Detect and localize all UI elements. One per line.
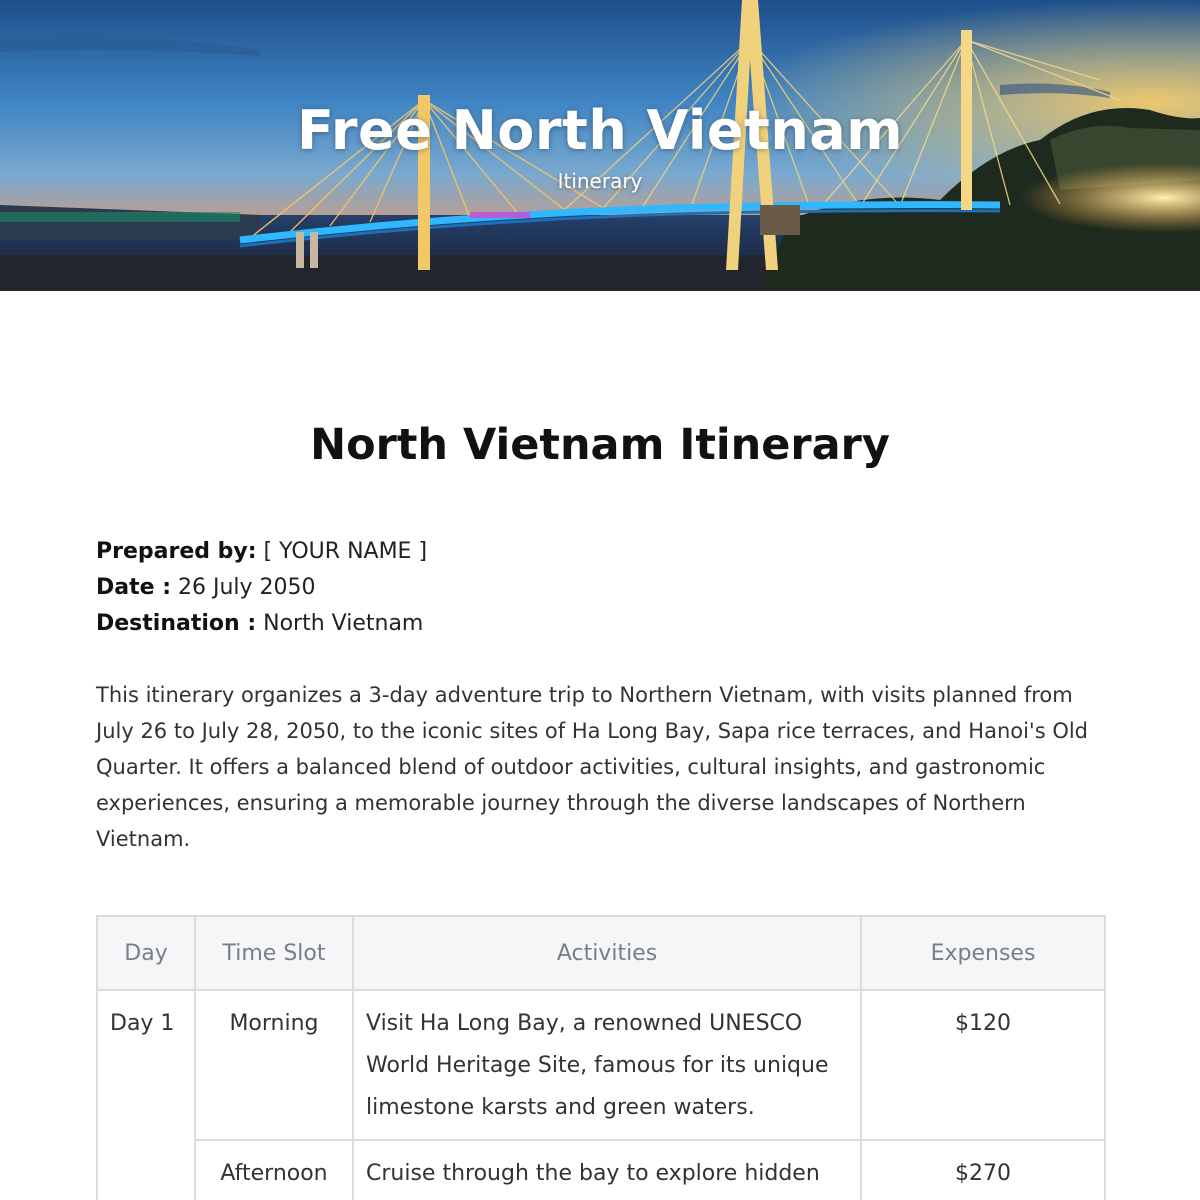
table-row [97, 990, 1105, 1140]
header-time-slot: Time Slot [195, 916, 353, 990]
header-expenses: Expenses [861, 916, 1105, 990]
date-row [96, 570, 1106, 606]
expense-cell: $270 [861, 1140, 1105, 1200]
table-row [97, 1140, 1105, 1200]
destination-value: North Vietnam [256, 611, 424, 636]
header-day: Day [97, 916, 195, 990]
destination-row [96, 606, 1106, 642]
banner-subtitle: Itinerary [557, 169, 643, 193]
prepared-by-label: Prepared by: [96, 539, 257, 564]
meta-info [96, 534, 1106, 642]
destination-label: Destination : [96, 611, 257, 636]
activity-cell: Visit Ha Long Bay, a renowned UNESCO World Heritage Site, famous for its unique limestone karsts and green waters. [353, 990, 861, 1140]
itinerary-table [96, 915, 1106, 1200]
table-header-row [97, 916, 1105, 990]
time-slot-cell: Afternoon [195, 1140, 353, 1200]
prepared-by-row [96, 534, 1106, 570]
intro-paragraph: This itinerary organizes a 3-day adventure trip to Northern Vietnam, with visits planned from July 26 to July 28, 2050, to the iconic sites of Ha Long Bay, Sapa rice terraces, and Hanoi's Old Quarter. It offers a balanced blend of outdoor activities, cultural insights, and gastronomic experiences, ensuring a memorable journey through the diverse landscapes of Northern Vietnam. [96, 683, 1089, 851]
date-value: 26 July 2050 [171, 575, 316, 600]
header-activities: Activities [353, 916, 861, 990]
banner-title: Free North Vietnam [296, 99, 904, 162]
page-title: North Vietnam Itinerary [310, 420, 890, 470]
itinerary-table-wrap [96, 915, 1104, 1200]
day-cell: Day 1 [97, 990, 195, 1200]
time-slot-cell: Morning [195, 990, 353, 1140]
header-banner [0, 0, 1200, 291]
date-label: Date : [96, 575, 172, 600]
expense-cell: $120 [861, 990, 1105, 1140]
prepared-by-value: [ YOUR NAME ] [256, 539, 428, 564]
activity-cell: Cruise through the bay to explore hidden [353, 1140, 861, 1200]
